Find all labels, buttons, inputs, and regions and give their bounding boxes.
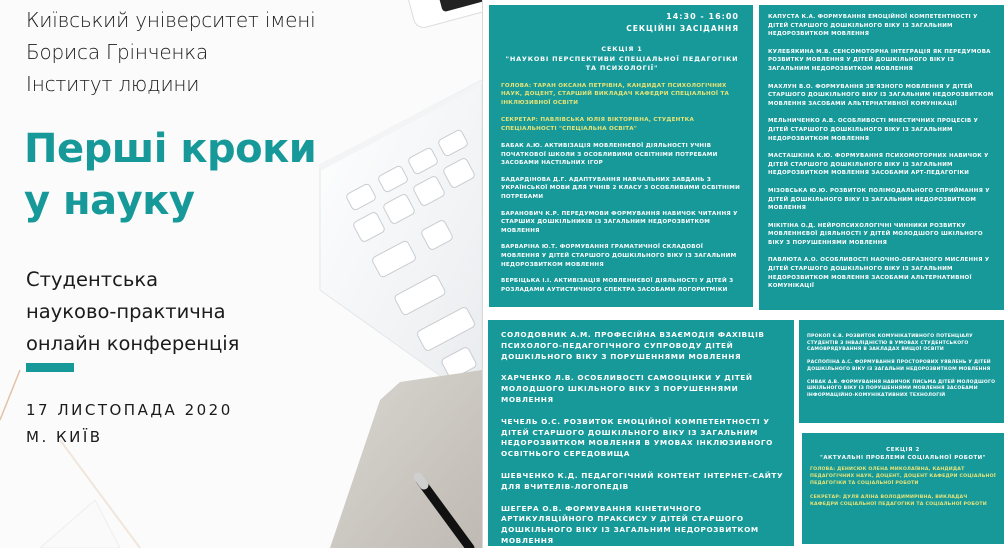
section-chair: ГОЛОВА: ДЕНИСЮК ОЛЕНА МИКОЛАЇВНА, КАНДИДАТ ПЕДАГОГІЧНИХ НАУК, ДОЦЕНТ, ДОЦЕНТ КАФЕДРИ СОЦІАЛЬНОЇ ПЕДАГОГІКИ ТА СОЦІАЛЬНОЇ РОБОТИ (810, 467, 996, 487)
talk-item: ВАРВАРІНА Ю.Т. ФОРМУВАННЯ ГРАМАТИЧНОЇ СКЛАДОВОЇ МОВЛЕННЯ У ДІТЕЙ СТАРШОГО ДОШКІЛЬНОГО ВІКУ ІЗ ЗАГАЛЬНИМ НЕДОРОЗВИТКОМ МОВЛЕННЯ (501, 244, 737, 268)
talk-item: ВЕРБІЦЬКА І.І. АКТИВІЗАЦІЯ МОВЛЕННЄВОЇ ДІЯЛЬНОСТІ У ДІТЕЙ З РОЗЛАДАМИ АУТИСТИЧНОГО СПЕКТРА ЗАСОБАМИ ЛОГОРИТМІКИ (501, 278, 734, 293)
talk-item: КАПУСТА К.А. ФОРМУВАННЯ ЕМОЦІЙНОЇ КОМПЕТЕНТНОСТІ У ДІТЕЙ СТАРШОГО ДОШКІЛЬНОГО ВІКУ ІЗ ЗАГАЛЬНИМ НЕДОРОЗВИТКОМ МОВЛЕННЯ (768, 14, 978, 38)
university-line-2: Бориса Грінченка (26, 40, 209, 64)
accent-divider (26, 363, 74, 372)
talk-item: МЕЛЬНИЧЕНКО А.В. ОСОБЛИВОСТІ МНЕСТИЧНИХ ПРОЦЕСІВ У ДІТЕЙ СТАРШОГО ДОШКІЛЬНОГО ВІКУ ІЗ ЗАГАЛЬНИМ НЕДОРОЗВИТКОМ МОВЛЕННЯ (768, 118, 979, 142)
section-secretary: СЕКРЕТАР: ПАВЛІВСЬКА ЮЛІЯ ВІКТОРІВНА, СТУДЕНТКА СПЕЦІАЛЬНОСТІ "СПЕЦІАЛЬНА ОСВІТА" (501, 117, 695, 132)
hero-section (0, 0, 482, 548)
talk-item: ЧЕЧЕЛЬ О.С. РОЗВИТОК ЕМОЦІЙНОЇ КОМПЕТЕНТНОСТІ У ДІТЕЙ СТАРШОГО ДОШКІЛЬНОГО ВІКУ ІЗ ЗАГАЛЬНИМ НЕДОРОЗВИТКОМ МОВЛЕННЯ В УМОВАХ ІНКЛЮЗИВНОГО ОСВІТНЬОГО СЕРЕДОВИЩА (501, 416, 773, 459)
talk-item: МАСТАШКІНА К.Ю. ФОРМУВАННЯ ПСИХОМОТОРНИХ НАВИЧОК У ДІТЕЙ СТАРШОГО ДОШКІЛЬНОГО ВІКУ ІЗ ЗАГАЛЬНИМ НЕДОРОЗВИТКОМ МОВЛЕННЯ ЗАСОБАМИ АРТ-ПЕДАГОГІКИ (768, 153, 989, 177)
talk-item: ШЕГЕРА О.В. ФОРМУВАННЯ КІНЕТИЧНОГО АРТИКУЛЯЦІЙНОГО ПРАКСИСУ У ДІТЕЙ СТАРШОГО ДОШКІЛЬНОГО ВІКУ ІЗ ЗАГАЛЬНИМ НЕДОРОЗВИТКОМ МОВЛЕННЯ (501, 503, 759, 545)
talk-item: ШЕВЧЕНКО К.Д. ПЕДАГОГІЧНИЙ КОНТЕНТ ІНТЕРНЕТ-САЙТУ ДЛЯ ВЧИТЕЛІВ-ЛОГОПЕДІВ (501, 470, 784, 491)
talk-item: МІЗОВСЬКА Ю.Ю. РОЗВИТОК ПОЛІМОДАЛЬНОГО СПРИЙМАННЯ У ДІТЕЙ ДОШКІЛЬНОГО ВІКУ ІЗ ЗАГАЛЬНИМ НЕДОРОЗВИТКОМ МОВЛЕННЯ (768, 187, 990, 212)
university-line-1: Київський університет імені (26, 8, 316, 32)
section-secretary: СЕКРЕТАР: ДУЛЯ АЛІНА ВОЛОДИМИРІВНА, ВИКЛАДАЧ КАФЕДРИ СОЦІАЛЬНОЇ ПЕДАГОГІКИ ТА СОЦІАЛЬНОЇ РОБОТИ (810, 494, 987, 507)
talk-item: БАРАНОВИЧ К.Р. ПЕРЕДУМОВИ ФОРМУВАННЯ НАВИЧОК ЧИТАННЯ У СТАРШИХ ДОШКІЛЬНИКІВ ІЗ ЗАГАЛЬНИМ НЕДОРОЗВИТКОМ МОВЛЕННЯ (501, 210, 738, 234)
section-1-extra-panel (799, 320, 1004, 423)
talk-item: ПРОКОП Є.В. РОЗВИТОК КОМУНІКАТИВНОГО ПОТЕНЦІАЛУ СТУДЕНТІВ З ІНВАЛІДНІСТЮ В УМОВАХ СТУДЕНТСЬКОГО САМОВРЯДУВАННЯ В ЗАКЛАДАХ ВИЩОЇ ОСВІТИ (807, 334, 973, 353)
section-label: СЕКЦІЯ 1 (601, 45, 643, 53)
divider (482, 0, 483, 548)
talk-item: КУЛЕБЯКИНА М.В. СЕНСОМОТОРНА ІНТЕГРАЦІЯ ЯК ПЕРЕДУМОВА РОЗВИТКУ МОВЛЕННЯ У ДІТЕЙ ДОШКІЛЬНОГО ВІКУ ІЗ ЗАГАЛЬНИМ НЕДОРОЗВИТКОМ МОВЛЕННЯ (768, 48, 991, 72)
talk-item: БАБАК А.Ю. АКТИВІЗАЦІЯ МОВЛЕННЄВОЇ ДІЯЛЬНОСТІ УЧНІВ ПОЧАТКОВОЇ ШКОЛИ З ОСОБЛИВИМИ ОСВІТНІМИ ПОТРЕБАМИ ЗАСОБАМИ НАСТІЛЬНИХ ІГОР (501, 143, 718, 167)
section-label: СЕКЦІЯ 2 (886, 447, 920, 453)
institute-name: Інститут людини (26, 72, 200, 96)
university-name (26, 4, 315, 100)
event-date-location (26, 397, 233, 451)
subtitle-line-3: онлайн конференція (26, 332, 240, 355)
talk-item: МАХЛУН В.О. ФОРМУВАННЯ ЗВ'ЯЗНОГО МОВЛЕННЯ У ДІТЕЙ СТАРШОГО ДОШКІЛЬНОГО ВІКУ ІЗ ЗАГАЛЬНИМ НЕДОРОЗВИТКОМ МОВЛЕННЯ ЗАСОБАМИ АЛЬТЕРНАТИВНОЇ КОМУНІКАЦІЇ (768, 83, 994, 107)
event-date: 17 ЛИСТОПАДА 2020 (26, 401, 233, 419)
talk-item: СИВАК А.В. ФОРМУВАННЯ НАВИЧОК ПИСЬМА ДІТЕЙ МОЛОДШОГО ШКІЛЬНОГО ВІКУ ІЗ ПОРУШЕННЯМИ МОВЛЕННЯ ЗАСОБАМИ ІНФОРМАЦІЙНО-КОМУНІКАТИВНИХ ТЕХНОЛОГІЙ (807, 379, 996, 398)
talk-item: БАДАРДІНОВА Д.Г. АДАПТУВАННЯ НАВЧАЛЬНИХ ЗАВДАНЬ З УКРАЇНСЬКОЇ МОВИ ДЛЯ УЧНІВ 2 КЛАСУ З ОСОБЛИВИМИ ОСВІТНІМИ ПОТРЕБАМИ (501, 176, 741, 200)
talk-item: ПАВЛЮТА А.О. ОСОБЛИВОСТІ НАОЧНО-ОБРАЗНОГО МИСЛЕННЯ У ДІТЕЙ СТАРШОГО ДОШКІЛЬНОГО ВІКУ ІЗ ЗАГАЛЬНИМ НЕДОРОЗВИТКОМ МОВЛЕННЯ ЗАСОБАМИ АЛЬТЕРНАТИВНОЇ КОМУНІКАЦІЇ (768, 257, 990, 290)
section-2-panel (802, 433, 1004, 544)
section-1-list-panel (488, 320, 794, 546)
section-title: "НАУКОВІ ПЕРСПЕКТИВИ СПЕЦІАЛЬНОЇ ПЕДАГОГІКИ ТА ПСИХОЛОГІЇ" (505, 54, 739, 72)
section-title: "АКТУАЛЬНІ ПРОБЛЕМИ СОЦІАЛЬНОЇ РОБОТИ" (820, 455, 986, 461)
section-1-continued-panel (759, 5, 1004, 310)
subtitle-line-1: Студентська (26, 268, 159, 291)
conference-subtitle (26, 264, 239, 360)
talk-item: РАСПОПІНА А.С. ФОРМУВАННЯ ПРОСТОРОВИХ УЯВЛЕНЬ У ДІТЕЙ ДОШКІЛЬНОГО ВІКУ ІЗ ЗАГАЛЬНИ НЕДОРОЗВИТКОМ МОВЛЕННЯ (807, 360, 991, 372)
subtitle-line-2: науково-практична (26, 300, 226, 323)
session-time: 14:30 - 16:00 (666, 12, 739, 21)
talk-item: СОЛОДОВНИК А.М. ПРОФЕСІЙНА ВЗАЄМОДІЯ ФАХІВЦІВ ПСИХОЛОГО-ПЕДАГОГІЧНОГО СУПРОВОДУ ДІТЕЙ ДОШКІЛЬНОГО ВІКУ З ПОРУШЕННЯМИ МОВЛЕННЯ (501, 330, 765, 361)
event-city: М. КИЇВ (26, 428, 103, 446)
section-1-panel (489, 5, 753, 307)
talk-item: ХАРЧЕНКО Л.В. ОСОБЛИВОСТІ САМООЦІНКИ У ДІТЕЙ МОЛОДШОГО ШКІЛЬНОГО ВІКУ З ПОРУШЕННЯМИ МОВЛЕННЯ (501, 373, 753, 404)
talk-item: МІКІТІНА О.Д. НЕЙРОПСИХОЛОГІЧНІ ЧИННИКИ РОЗВИТКУ МОВЛЕННЄВОЇ ДІЯЛЬНОСТІ У ДІТЕЙ МОЛОДШОГО ШКІЛЬНОГО ВІКУ З ПОРУШЕННЯМИ МОВЛЕННЯ (768, 222, 983, 246)
conference-title (24, 123, 316, 227)
section-chair: ГОЛОВА: ТАРАН ОКСАНА ПЕТРІВНА, КАНДИДАТ ПСИХОЛОГІЧНИХ НАУК, ДОЦЕНТ, СТАРШИЙ ВИКЛАДАЧ КАФЕДРИ СПЕЦІАЛЬНОЇ ТА ІНКЛЮЗИВНОЇ ОСВІТИ (501, 82, 730, 106)
title-line-2: у науку (24, 178, 195, 224)
title-line-1: Перші кроки (24, 126, 317, 172)
session-title: СЕКЦІЙНІ ЗАСІДАННЯ (626, 24, 739, 33)
